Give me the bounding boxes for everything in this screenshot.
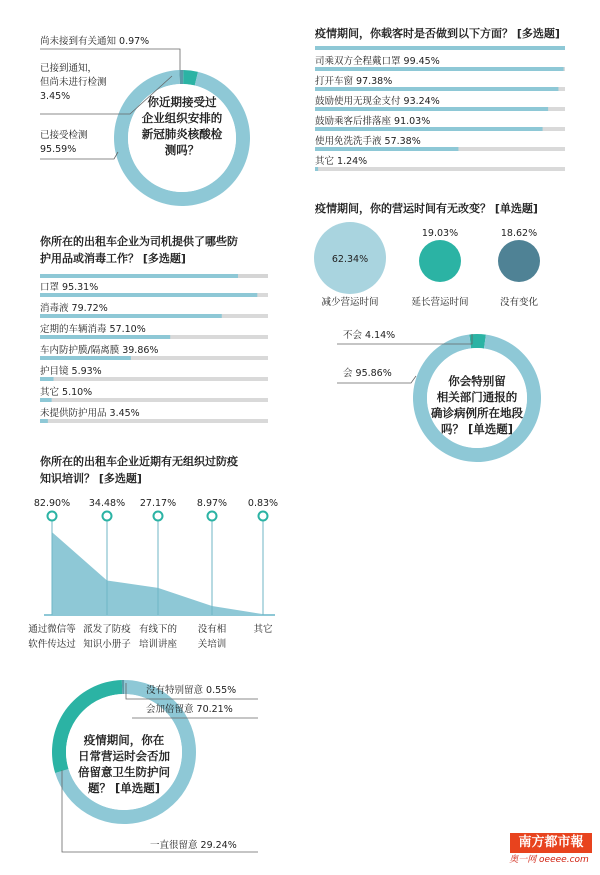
q2-bar: [40, 335, 170, 339]
chart-title: 日常营运时会否加: [78, 749, 170, 763]
chart-title: 疫情期间，你在: [83, 733, 165, 747]
q5-bar: [315, 127, 543, 131]
chart-title: 你所在的出租车企业为司机提供了哪些防: [40, 235, 238, 248]
slice-label: 尚未接到有关通知 0.97%: [40, 36, 150, 47]
bar: [40, 274, 238, 278]
q2-label: 口罩 95.31%: [40, 282, 99, 293]
q5-bar: [315, 67, 564, 71]
chart-title: 吗？ [单选题]: [440, 422, 514, 436]
category-label: 关培训: [197, 639, 227, 650]
pie-slice: [179, 70, 183, 84]
chart-title: 新冠肺炎核酸检: [141, 127, 223, 141]
chart-title: 题？ [单选题]: [87, 781, 161, 795]
q2-bar: [40, 356, 131, 360]
chart-title: 相关部门通报的: [436, 390, 518, 404]
chart-title: 企业组织安排的: [141, 111, 223, 125]
slice-label: 已接受检测: [40, 130, 88, 141]
q2-label: 其它 5.10%: [40, 387, 93, 398]
slice-label: 不会 4.14%: [343, 330, 396, 341]
q2-track: [40, 377, 268, 381]
chart-title: 你近期接受过: [147, 95, 217, 109]
data-label: 27.17%: [139, 498, 177, 509]
slice-label: 但尚未进行检测: [40, 77, 107, 88]
chart-title: 倍留意卫生防护问: [78, 765, 170, 779]
q5-track: [315, 167, 565, 171]
q5-label: 使用免洗洗手液 57.38%: [315, 136, 421, 147]
bubble-label: 延长营运时间: [411, 297, 469, 308]
q2-bar: [40, 377, 54, 381]
category-label: 通过微信等: [28, 624, 76, 635]
category-label: 没有相: [197, 624, 227, 635]
brand-logo: [510, 833, 592, 865]
category-label: 知识小册子: [83, 639, 131, 650]
bubble-label: 减少营运时间: [321, 297, 379, 308]
q2-label: 护目镜 5.93%: [40, 366, 102, 377]
brand-name: 南方都市報: [518, 835, 584, 850]
q2-label: 消毒液 79.72%: [40, 303, 108, 314]
bubble: [498, 240, 540, 282]
data-point: [154, 512, 163, 521]
q2-bar: [40, 314, 222, 318]
slice-label: 会加倍留意 70.21%: [146, 704, 233, 715]
bubble-value: 19.03%: [421, 228, 459, 239]
q2-label: 车内防护膜/隔离膜 39.86%: [40, 345, 159, 356]
q2-bar: [40, 293, 257, 297]
category-label: 培训讲座: [138, 639, 178, 650]
q5-label: 打开车窗 97.38%: [315, 76, 393, 87]
chart-title: 测吗？: [164, 143, 200, 157]
q5-label: 司乘双方全程戴口罩 99.45%: [315, 56, 440, 67]
q5-bar: [315, 107, 548, 111]
chart-title: 你会特别留: [448, 374, 506, 388]
chart-title: 疫情期间，你的营运时间有无改变？ [单选题]: [315, 202, 538, 215]
data-label: 34.48%: [88, 498, 126, 509]
chart-title: 护用品或消毒工作？ [多选题]: [40, 252, 186, 265]
bubble-label: 没有变化: [499, 297, 539, 308]
q5-label: 鼓励乘客后排落座 91.03%: [315, 116, 431, 127]
slice-label: 一直很留意 29.24%: [150, 840, 237, 851]
data-label: 0.83%: [247, 498, 279, 509]
data-point: [208, 512, 217, 521]
bubble-value: 18.62%: [500, 228, 538, 239]
chart-title: 确诊病例所在地段: [431, 406, 523, 420]
bubble: [419, 240, 461, 282]
category-label: 派发了防疫: [83, 624, 131, 635]
slice-label: 已接到通知，: [40, 63, 98, 74]
pie-slice: [122, 680, 124, 694]
slice-label: 会 95.86%: [343, 368, 392, 379]
data-label: 82.90%: [33, 498, 71, 509]
slice-label: 没有特别留意 0.55%: [146, 685, 237, 696]
q2-bar: [40, 419, 48, 423]
q2-label: 定期的车辆消毒 57.10%: [40, 324, 146, 335]
q5-label: 其它 1.24%: [315, 156, 368, 167]
chart-title: 知识培训？ [多选题]: [40, 472, 142, 485]
q2-label: 未提供防护用品 3.45%: [40, 408, 140, 419]
brand-site: 奥一网 oeeee.com: [498, 853, 600, 867]
q2-track: [40, 398, 268, 402]
q5-bar: [315, 167, 318, 171]
q5-label: 鼓励使用无现金支付 93.24%: [315, 96, 440, 107]
category-label: 软件传达过: [28, 639, 76, 650]
bar: [315, 46, 565, 50]
q5-bar: [315, 87, 558, 91]
chart-title: 你所在的出租车企业近期有无组织过防疫: [40, 455, 238, 468]
data-point: [259, 512, 268, 521]
q2-bar: [40, 398, 52, 402]
chart-title: 疫情期间，你载客时是否做到以下方面？ [多选题]: [315, 27, 560, 40]
data-point: [103, 512, 112, 521]
q5-bar: [315, 147, 458, 151]
data-label: 8.97%: [196, 498, 228, 509]
category-label: 其它: [253, 624, 273, 635]
q2-track: [40, 419, 268, 423]
slice-label: 3.45%: [40, 91, 71, 102]
category-label: 有线下的: [138, 624, 178, 635]
bubble-value: 62.34%: [331, 254, 369, 265]
slice-label: 95.59%: [40, 144, 77, 155]
data-point: [48, 512, 57, 521]
